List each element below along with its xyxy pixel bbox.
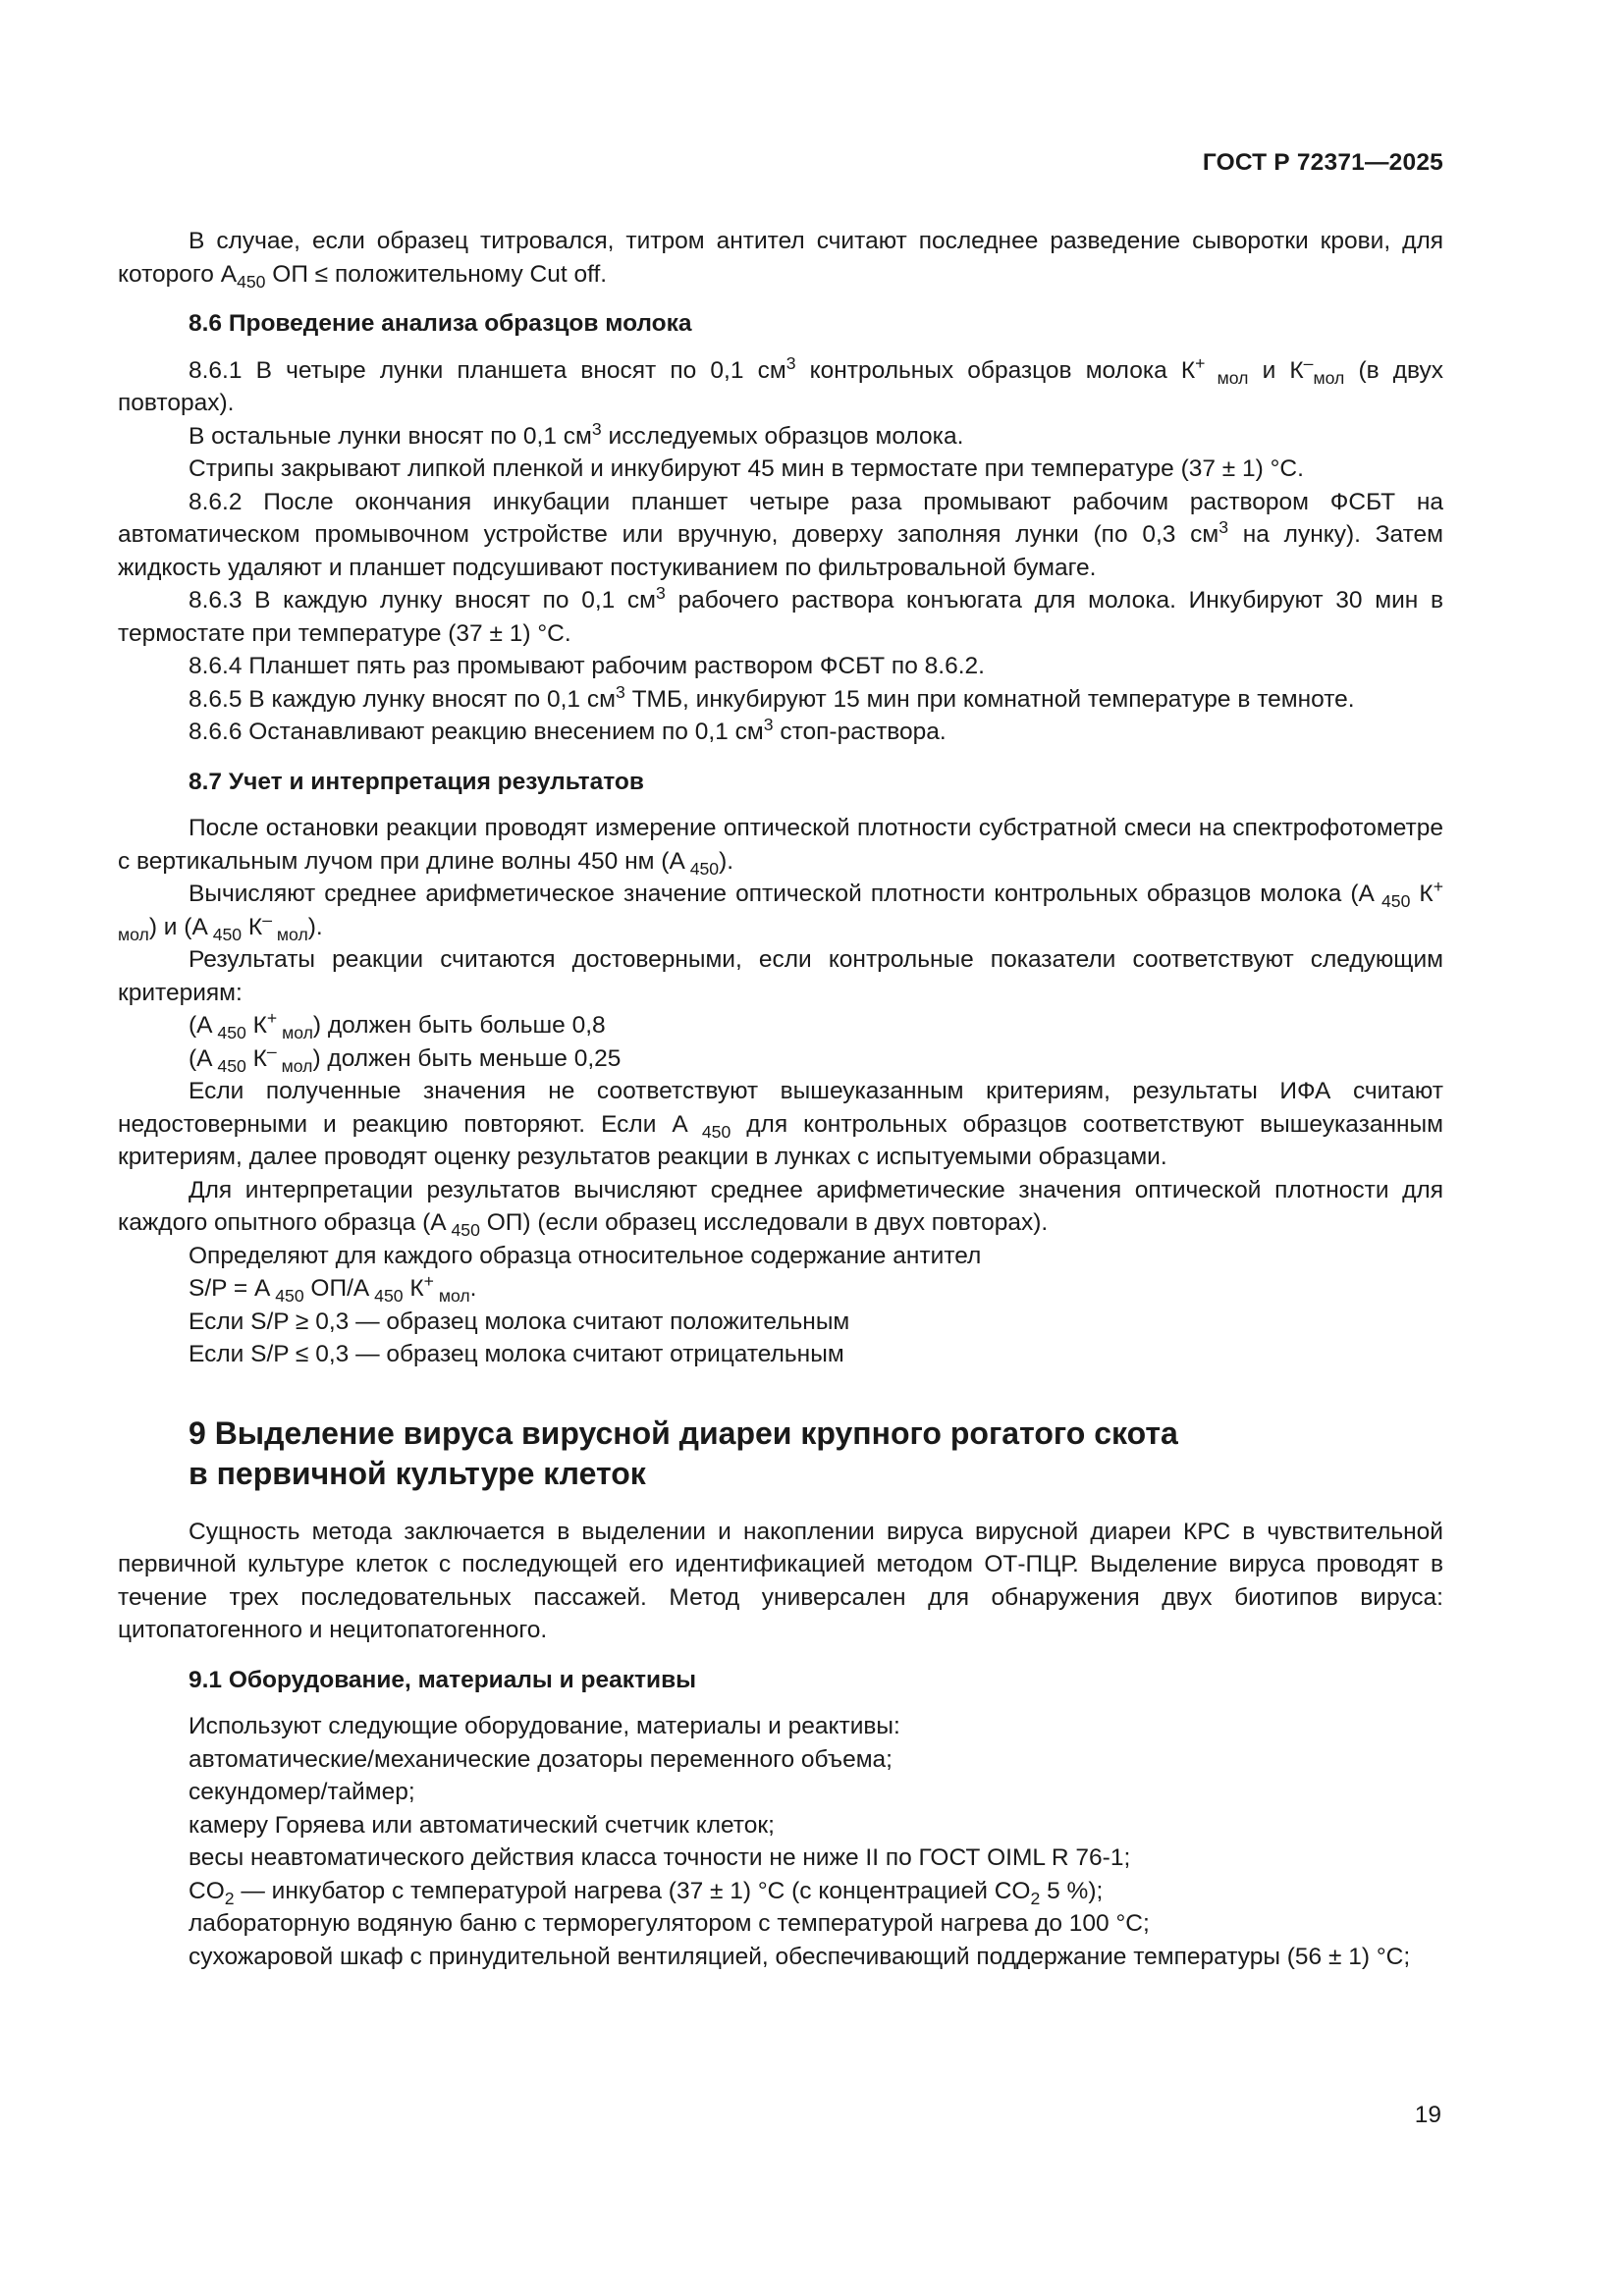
equipment-item: весы неавтоматического действия класса точности не ниже II по ГОСТ OIML R 76-1; [189, 1844, 1131, 1871]
negative-criterion-line: Если S/P ≤ 0,3 — образец молока считают отрицательным [189, 1341, 844, 1367]
titration-paragraph: В случае, если образец титровался, титром антител считают последнее разведение сыворотки крови, для которого $А_{450}$ ОП ≤ положительному Cut off. [118, 228, 1443, 292]
sp-formula: S/P = А $_{450}$ ОП/А $_{450}$ К+ $_{мол}$. [189, 1270, 477, 1306]
section-9-heading-line-1: 9 Выделение вируса вирусной диареи крупного рогатого скота [189, 1415, 1178, 1451]
criterion-positive-control: (А $_{450}$ К+ $_{мол}$) должен быть больше 0,8 [189, 1007, 606, 1042]
remaining-wells-paragraph: В остальные лунки вносят по 0,1 $см^3$ исследуемых образцов молока. [189, 418, 964, 450]
equipment-intro: Используют следующие оборудование, материалы и реактивы: [189, 1713, 900, 1739]
clause-8-6-3: 8.6.3 В каждую лунку вносят по 0,1 $см^3$ рабочего раствора конъюгата для молока. Инкубируют 30 мин в термостате при температуре (37 ± 1) °С. [118, 582, 1443, 647]
clause-8-6-6: 8.6.6 Останавливают реакцию внесением по 0,1 $см^3$ стоп-раствора. [189, 714, 947, 745]
section-9-heading-line-2: в первичной культуре клеток [189, 1455, 646, 1491]
clause-8-6-4: 8.6.4 Планшет пять раз промывают рабочим раствором ФСБТ по 8.6.2. [189, 653, 985, 679]
equipment-item: сухожаровой шкаф с принудительной вентиляцией, обеспечивающий поддержание температуры (56 ± 1) °С; [189, 1943, 1411, 1970]
page-number: 19 [1414, 2102, 1441, 2128]
section-9-1-heading: 9.1 Оборудование, материалы и реактивы [189, 1666, 697, 1693]
strips-paragraph: Стрипы закрывают липкой пленкой и инкубируют 45 мин в термостате при температуре (37 ± 1) °С. [189, 455, 1304, 482]
measurement-paragraph: После остановки реакции проводят измерение оптической плотности субстратной смеси на спектрофотометре с вертикальным лучом при длине волны 450 нм (А $_{450}$). [118, 815, 1443, 879]
clause-8-6-2: 8.6.2 После окончания инкубации планшет четыре раза промывают рабочим раствором ФСБТ на автоматическом промывочном устройстве или вручную, доверху заполняя лунки (по 0,3 $см^3$ на лунку). Затем жидкость удаляют и планшет подсушивают постукиванием по фильтровальной бумаге. [118, 488, 1443, 581]
section-8-7-heading: 8.7 Учет и интерпретация результатов [189, 768, 644, 795]
clause-8-6-1: 8.6.1 В четыре лунки планшета вносят по 0,1 $см^3$ контрольных образцов молока К+ $_{мол}$ и $К^-_{мол}$ (в двух повторах). [118, 352, 1444, 416]
criterion-negative-control: (А $_{450}$ К– $_{мол}$) должен быть меньше 0,25 [189, 1041, 622, 1076]
equipment-item: автоматические/механические дозаторы переменного объема; [189, 1745, 893, 1773]
interpretation-paragraph: Для интерпретации результатов вычисляют среднее арифметические значения оптической плотности для каждого опытного образца (А $_{450}$ ОП) (если образец исследовали в двух повторах). [118, 1176, 1443, 1240]
document-designation: ГОСТ Р 72371—2025 [1202, 149, 1443, 176]
equipment-item: $CO_2$ — инкубатор с температурой нагрева (37 ± 1) °С (с концентрацией $CO_2$ 5 %); [189, 1877, 1104, 1908]
control-mean-paragraph: Вычисляют среднее арифметическое значение оптической плотности контрольных образцов молока (А $_{450}$ К+ $_{мол}$) и (А $_{450}$ К– $_{мол}$). [118, 876, 1443, 944]
page-body [118, 225, 1443, 1973]
section-9-heading [118, 1414, 1443, 1494]
section-8-6-heading: 8.6 Проведение анализа образцов молока [189, 310, 692, 337]
equipment-item: секундомер/таймер; [189, 1779, 415, 1805]
method-essence-paragraph: Сущность метода заключается в выделении и накоплении вируса вирусной диареи КРС в чувствительной первичной культуре клеток с последующей его идентификацией методом ОТ-ПЦР. Выделение вируса проводят в течение трех последовательных пассажей. Метод универсален для обнаружения двух биотипов вируса: цитопатогенного и нецитопатогенного. [118, 1518, 1443, 1643]
equipment-item: лабораторную водяную баню с терморегулятором с температурой нагрева до 100 °С; [189, 1910, 1150, 1937]
clause-8-6-5: 8.6.5 В каждую лунку вносят по 0,1 $см^3$ ТМБ, инкубируют 15 мин при комнатной температуре в темноте. [189, 681, 1355, 713]
relative-content-line: Определяют для каждого образца относительное содержание антител [189, 1242, 982, 1269]
validity-paragraph: Результаты реакции считаются достоверными, если контрольные показатели соответствуют следующим критериям: [118, 946, 1443, 1006]
invalid-results-paragraph: Если полученные значения не соответствуют вышеуказанным критериям, результаты ИФА считают недостоверными и реакцию повторяют. Если А $_{450}$ для контрольных образцов соответствуют вышеуказанным критериям, далее проводят оценку результатов реакции в лунках с испытуемыми образцами. [118, 1078, 1443, 1170]
equipment-item: камеру Горяева или автоматический счетчик клеток; [189, 1811, 775, 1839]
positive-criterion-line: Если S/P ≥ 0,3 — образец молока считают положительным [189, 1308, 850, 1335]
